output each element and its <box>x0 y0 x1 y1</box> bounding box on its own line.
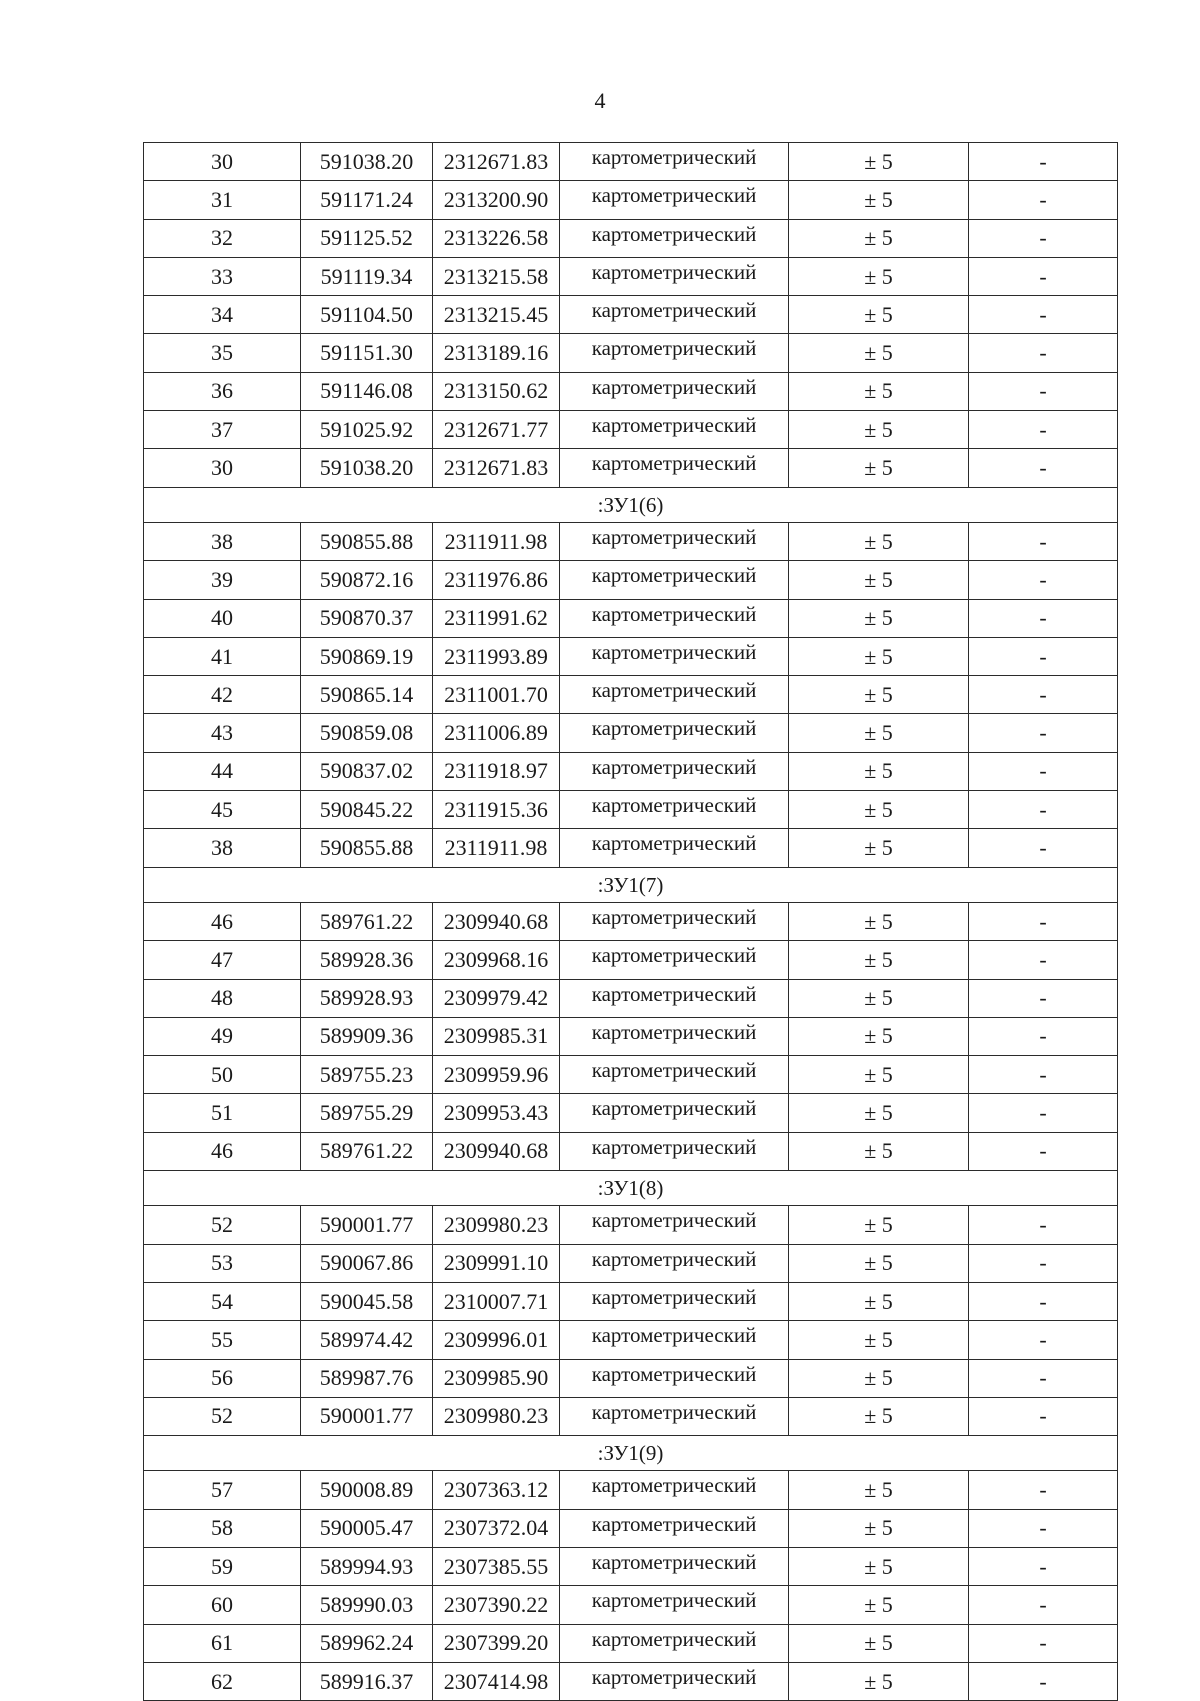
description-cell: - <box>969 1397 1118 1435</box>
accuracy-cell: ± 5 <box>789 411 969 449</box>
method-cell: картометрический <box>560 791 789 829</box>
description-cell: - <box>969 522 1118 560</box>
description-cell: - <box>969 1094 1118 1132</box>
x-coordinate-cell: 590005.47 <box>301 1509 433 1547</box>
y-coordinate-cell: 2311993.89 <box>433 637 560 675</box>
x-coordinate-cell: 590855.88 <box>301 829 433 867</box>
table-row <box>144 829 1118 867</box>
description-cell: - <box>969 334 1118 372</box>
table-row <box>144 1056 1118 1094</box>
table-row <box>144 1397 1118 1435</box>
point-number-cell: 38 <box>144 829 301 867</box>
y-coordinate-cell: 2307385.55 <box>433 1547 560 1585</box>
y-coordinate-cell: 2311001.70 <box>433 676 560 714</box>
y-coordinate-cell: 2311911.98 <box>433 829 560 867</box>
x-coordinate-cell: 591125.52 <box>301 219 433 257</box>
x-coordinate-cell: 590008.89 <box>301 1471 433 1509</box>
method-cell: картометрический <box>560 1206 789 1244</box>
method-cell: картометрический <box>560 599 789 637</box>
table-row <box>144 1321 1118 1359</box>
method-cell: картометрический <box>560 411 789 449</box>
accuracy-cell: ± 5 <box>789 296 969 334</box>
point-number-cell: 58 <box>144 1509 301 1547</box>
method-cell: картометрический <box>560 1017 789 1055</box>
method-cell: картометрический <box>560 979 789 1017</box>
accuracy-cell: ± 5 <box>789 181 969 219</box>
point-number-cell: 54 <box>144 1282 301 1320</box>
point-number-cell: 57 <box>144 1471 301 1509</box>
table-row <box>144 334 1118 372</box>
description-cell: - <box>969 599 1118 637</box>
method-cell: картометрический <box>560 941 789 979</box>
method-cell: картометрический <box>560 372 789 410</box>
table-row <box>144 411 1118 449</box>
description-cell: - <box>969 637 1118 675</box>
x-coordinate-cell: 591151.30 <box>301 334 433 372</box>
point-number-cell: 39 <box>144 561 301 599</box>
accuracy-cell: ± 5 <box>789 1624 969 1662</box>
description-cell: - <box>969 1359 1118 1397</box>
x-coordinate-cell: 590865.14 <box>301 676 433 714</box>
x-coordinate-cell: 589755.29 <box>301 1094 433 1132</box>
accuracy-cell: ± 5 <box>789 1586 969 1624</box>
description-cell: - <box>969 449 1118 487</box>
y-coordinate-cell: 2313226.58 <box>433 219 560 257</box>
method-cell: картометрический <box>560 561 789 599</box>
table-row <box>144 1471 1118 1509</box>
y-coordinate-cell: 2309968.16 <box>433 941 560 979</box>
accuracy-cell: ± 5 <box>789 1282 969 1320</box>
x-coordinate-cell: 591171.24 <box>301 181 433 219</box>
description-cell: - <box>969 1282 1118 1320</box>
accuracy-cell: ± 5 <box>789 143 969 181</box>
description-cell: - <box>969 219 1118 257</box>
accuracy-cell: ± 5 <box>789 599 969 637</box>
point-number-cell: 48 <box>144 979 301 1017</box>
accuracy-cell: ± 5 <box>789 334 969 372</box>
method-cell: картометрический <box>560 1094 789 1132</box>
table-row <box>144 752 1118 790</box>
accuracy-cell: ± 5 <box>789 1244 969 1282</box>
y-coordinate-cell: 2313189.16 <box>433 334 560 372</box>
table-row <box>144 1094 1118 1132</box>
table-row <box>144 1282 1118 1320</box>
page-number: 4 <box>594 88 606 113</box>
table-row <box>144 143 1118 181</box>
table-row <box>144 1017 1118 1055</box>
x-coordinate-cell: 590001.77 <box>301 1206 433 1244</box>
y-coordinate-cell: 2309991.10 <box>433 1244 560 1282</box>
point-number-cell: 38 <box>144 522 301 560</box>
description-cell: - <box>969 1509 1118 1547</box>
table-row <box>144 941 1118 979</box>
description-cell: - <box>969 1321 1118 1359</box>
description-cell: - <box>969 752 1118 790</box>
x-coordinate-cell: 589761.22 <box>301 1132 433 1170</box>
table-row <box>144 219 1118 257</box>
y-coordinate-cell: 2309980.23 <box>433 1206 560 1244</box>
accuracy-cell: ± 5 <box>789 219 969 257</box>
accuracy-cell: ± 5 <box>789 1509 969 1547</box>
point-number-cell: 43 <box>144 714 301 752</box>
accuracy-cell: ± 5 <box>789 902 969 940</box>
point-number-cell: 60 <box>144 1586 301 1624</box>
x-coordinate-cell: 590870.37 <box>301 599 433 637</box>
accuracy-cell: ± 5 <box>789 1359 969 1397</box>
accuracy-cell: ± 5 <box>789 257 969 295</box>
table-row <box>144 1132 1118 1170</box>
accuracy-cell: ± 5 <box>789 637 969 675</box>
accuracy-cell: ± 5 <box>789 676 969 714</box>
accuracy-cell: ± 5 <box>789 1471 969 1509</box>
accuracy-cell: ± 5 <box>789 1397 969 1435</box>
method-cell: картометрический <box>560 1244 789 1282</box>
x-coordinate-cell: 591038.20 <box>301 449 433 487</box>
method-cell: картометрический <box>560 1321 789 1359</box>
x-coordinate-cell: 589990.03 <box>301 1586 433 1624</box>
description-cell: - <box>969 979 1118 1017</box>
point-number-cell: 59 <box>144 1547 301 1585</box>
y-coordinate-cell: 2313215.58 <box>433 257 560 295</box>
description-cell: - <box>969 257 1118 295</box>
x-coordinate-cell: 590855.88 <box>301 522 433 560</box>
accuracy-cell: ± 5 <box>789 522 969 560</box>
method-cell: картометрический <box>560 1624 789 1662</box>
y-coordinate-cell: 2307390.22 <box>433 1586 560 1624</box>
point-number-cell: 44 <box>144 752 301 790</box>
y-coordinate-cell: 2312671.77 <box>433 411 560 449</box>
point-number-cell: 52 <box>144 1397 301 1435</box>
y-coordinate-cell: 2313215.45 <box>433 296 560 334</box>
x-coordinate-cell: 590869.19 <box>301 637 433 675</box>
description-cell: - <box>969 1547 1118 1585</box>
x-coordinate-cell: 589974.42 <box>301 1321 433 1359</box>
x-coordinate-cell: 589916.37 <box>301 1662 433 1700</box>
description-cell: - <box>969 1662 1118 1700</box>
section-header-row <box>144 1436 1118 1471</box>
y-coordinate-cell: 2309996.01 <box>433 1321 560 1359</box>
y-coordinate-cell: 2311991.62 <box>433 599 560 637</box>
coordinates-table <box>143 142 1118 1701</box>
y-coordinate-cell: 2307363.12 <box>433 1471 560 1509</box>
description-cell: - <box>969 714 1118 752</box>
table-row <box>144 637 1118 675</box>
x-coordinate-cell: 589962.24 <box>301 1624 433 1662</box>
accuracy-cell: ± 5 <box>789 561 969 599</box>
method-cell: картометрический <box>560 1397 789 1435</box>
section-header-row <box>144 487 1118 522</box>
table-row <box>144 522 1118 560</box>
point-number-cell: 31 <box>144 181 301 219</box>
point-number-cell: 30 <box>144 143 301 181</box>
description-cell: - <box>969 143 1118 181</box>
table-row <box>144 372 1118 410</box>
y-coordinate-cell: 2309940.68 <box>433 902 560 940</box>
x-coordinate-cell: 589994.93 <box>301 1547 433 1585</box>
description-cell: - <box>969 1624 1118 1662</box>
point-number-cell: 53 <box>144 1244 301 1282</box>
point-number-cell: 47 <box>144 941 301 979</box>
description-cell: - <box>969 411 1118 449</box>
x-coordinate-cell: 589928.36 <box>301 941 433 979</box>
method-cell: картометрический <box>560 334 789 372</box>
section-label: :ЗУ1(9) <box>144 1436 1118 1471</box>
description-cell: - <box>969 561 1118 599</box>
description-cell: - <box>969 1244 1118 1282</box>
table-row <box>144 181 1118 219</box>
method-cell: картометрический <box>560 1662 789 1700</box>
table-row <box>144 1359 1118 1397</box>
table-row <box>144 714 1118 752</box>
method-cell: картометрический <box>560 296 789 334</box>
accuracy-cell: ± 5 <box>789 1662 969 1700</box>
accuracy-cell: ± 5 <box>789 1132 969 1170</box>
point-number-cell: 46 <box>144 1132 301 1170</box>
accuracy-cell: ± 5 <box>789 1056 969 1094</box>
method-cell: картометрический <box>560 676 789 714</box>
accuracy-cell: ± 5 <box>789 1321 969 1359</box>
description-cell: - <box>969 902 1118 940</box>
accuracy-cell: ± 5 <box>789 1017 969 1055</box>
method-cell: картометрический <box>560 143 789 181</box>
description-cell: - <box>969 829 1118 867</box>
point-number-cell: 37 <box>144 411 301 449</box>
x-coordinate-cell: 591104.50 <box>301 296 433 334</box>
table-row <box>144 1547 1118 1585</box>
point-number-cell: 32 <box>144 219 301 257</box>
y-coordinate-cell: 2309959.96 <box>433 1056 560 1094</box>
y-coordinate-cell: 2313150.62 <box>433 372 560 410</box>
method-cell: картометрический <box>560 522 789 560</box>
table-row <box>144 676 1118 714</box>
y-coordinate-cell: 2307399.20 <box>433 1624 560 1662</box>
method-cell: картометрический <box>560 1471 789 1509</box>
method-cell: картометрический <box>560 449 789 487</box>
accuracy-cell: ± 5 <box>789 714 969 752</box>
description-cell: - <box>969 941 1118 979</box>
point-number-cell: 42 <box>144 676 301 714</box>
coordinates-table-body <box>144 143 1118 1701</box>
x-coordinate-cell: 590872.16 <box>301 561 433 599</box>
accuracy-cell: ± 5 <box>789 1547 969 1585</box>
point-number-cell: 49 <box>144 1017 301 1055</box>
description-cell: - <box>969 1056 1118 1094</box>
x-coordinate-cell: 590859.08 <box>301 714 433 752</box>
description-cell: - <box>969 296 1118 334</box>
method-cell: картометрический <box>560 829 789 867</box>
table-row <box>144 791 1118 829</box>
y-coordinate-cell: 2311915.36 <box>433 791 560 829</box>
x-coordinate-cell: 589987.76 <box>301 1359 433 1397</box>
x-coordinate-cell: 591146.08 <box>301 372 433 410</box>
section-label: :ЗУ1(8) <box>144 1171 1118 1206</box>
table-row <box>144 561 1118 599</box>
point-number-cell: 45 <box>144 791 301 829</box>
point-number-cell: 36 <box>144 372 301 410</box>
accuracy-cell: ± 5 <box>789 979 969 1017</box>
method-cell: картометрический <box>560 257 789 295</box>
y-coordinate-cell: 2311976.86 <box>433 561 560 599</box>
y-coordinate-cell: 2307414.98 <box>433 1662 560 1700</box>
table-row <box>144 1244 1118 1282</box>
method-cell: картометрический <box>560 1132 789 1170</box>
x-coordinate-cell: 590045.58 <box>301 1282 433 1320</box>
description-cell: - <box>969 372 1118 410</box>
x-coordinate-cell: 590845.22 <box>301 791 433 829</box>
method-cell: картометрический <box>560 219 789 257</box>
x-coordinate-cell: 590837.02 <box>301 752 433 790</box>
point-number-cell: 61 <box>144 1624 301 1662</box>
description-cell: - <box>969 181 1118 219</box>
x-coordinate-cell: 589928.93 <box>301 979 433 1017</box>
method-cell: картометрический <box>560 1547 789 1585</box>
y-coordinate-cell: 2313200.90 <box>433 181 560 219</box>
y-coordinate-cell: 2311918.97 <box>433 752 560 790</box>
point-number-cell: 62 <box>144 1662 301 1700</box>
point-number-cell: 55 <box>144 1321 301 1359</box>
y-coordinate-cell: 2311911.98 <box>433 522 560 560</box>
point-number-cell: 56 <box>144 1359 301 1397</box>
accuracy-cell: ± 5 <box>789 752 969 790</box>
description-cell: - <box>969 1206 1118 1244</box>
table-row <box>144 979 1118 1017</box>
description-cell: - <box>969 1132 1118 1170</box>
section-label: :ЗУ1(6) <box>144 487 1118 522</box>
point-number-cell: 51 <box>144 1094 301 1132</box>
x-coordinate-cell: 591038.20 <box>301 143 433 181</box>
point-number-cell: 52 <box>144 1206 301 1244</box>
point-number-cell: 41 <box>144 637 301 675</box>
y-coordinate-cell: 2309985.90 <box>433 1359 560 1397</box>
accuracy-cell: ± 5 <box>789 1094 969 1132</box>
section-label: :ЗУ1(7) <box>144 867 1118 902</box>
method-cell: картометрический <box>560 1509 789 1547</box>
x-coordinate-cell: 589761.22 <box>301 902 433 940</box>
method-cell: картометрический <box>560 902 789 940</box>
method-cell: картометрический <box>560 714 789 752</box>
y-coordinate-cell: 2312671.83 <box>433 449 560 487</box>
method-cell: картометрический <box>560 1282 789 1320</box>
x-coordinate-cell: 591025.92 <box>301 411 433 449</box>
description-cell: - <box>969 791 1118 829</box>
description-cell: - <box>969 1586 1118 1624</box>
accuracy-cell: ± 5 <box>789 791 969 829</box>
table-row <box>144 1662 1118 1700</box>
table-row <box>144 1206 1118 1244</box>
y-coordinate-cell: 2309980.23 <box>433 1397 560 1435</box>
x-coordinate-cell: 590067.86 <box>301 1244 433 1282</box>
y-coordinate-cell: 2309940.68 <box>433 1132 560 1170</box>
point-number-cell: 33 <box>144 257 301 295</box>
accuracy-cell: ± 5 <box>789 1206 969 1244</box>
y-coordinate-cell: 2309979.42 <box>433 979 560 1017</box>
point-number-cell: 46 <box>144 902 301 940</box>
y-coordinate-cell: 2310007.71 <box>433 1282 560 1320</box>
method-cell: картометрический <box>560 752 789 790</box>
method-cell: картометрический <box>560 181 789 219</box>
point-number-cell: 35 <box>144 334 301 372</box>
x-coordinate-cell: 591119.34 <box>301 257 433 295</box>
section-header-row <box>144 1171 1118 1206</box>
point-number-cell: 30 <box>144 449 301 487</box>
y-coordinate-cell: 2311006.89 <box>433 714 560 752</box>
section-header-row <box>144 867 1118 902</box>
point-number-cell: 40 <box>144 599 301 637</box>
method-cell: картометрический <box>560 1359 789 1397</box>
accuracy-cell: ± 5 <box>789 449 969 487</box>
table-row <box>144 1586 1118 1624</box>
description-cell: - <box>969 1471 1118 1509</box>
y-coordinate-cell: 2309953.43 <box>433 1094 560 1132</box>
description-cell: - <box>969 1017 1118 1055</box>
accuracy-cell: ± 5 <box>789 372 969 410</box>
accuracy-cell: ± 5 <box>789 941 969 979</box>
x-coordinate-cell: 589755.23 <box>301 1056 433 1094</box>
y-coordinate-cell: 2307372.04 <box>433 1509 560 1547</box>
x-coordinate-cell: 589909.36 <box>301 1017 433 1055</box>
accuracy-cell: ± 5 <box>789 829 969 867</box>
method-cell: картометрический <box>560 1056 789 1094</box>
y-coordinate-cell: 2309985.31 <box>433 1017 560 1055</box>
point-number-cell: 50 <box>144 1056 301 1094</box>
table-row <box>144 449 1118 487</box>
table-row <box>144 296 1118 334</box>
table-row <box>144 1509 1118 1547</box>
table-row <box>144 599 1118 637</box>
method-cell: картометрический <box>560 637 789 675</box>
table-row <box>144 902 1118 940</box>
description-cell: - <box>969 676 1118 714</box>
method-cell: картометрический <box>560 1586 789 1624</box>
point-number-cell: 34 <box>144 296 301 334</box>
y-coordinate-cell: 2312671.83 <box>433 143 560 181</box>
table-row <box>144 1624 1118 1662</box>
table-row <box>144 257 1118 295</box>
x-coordinate-cell: 590001.77 <box>301 1397 433 1435</box>
